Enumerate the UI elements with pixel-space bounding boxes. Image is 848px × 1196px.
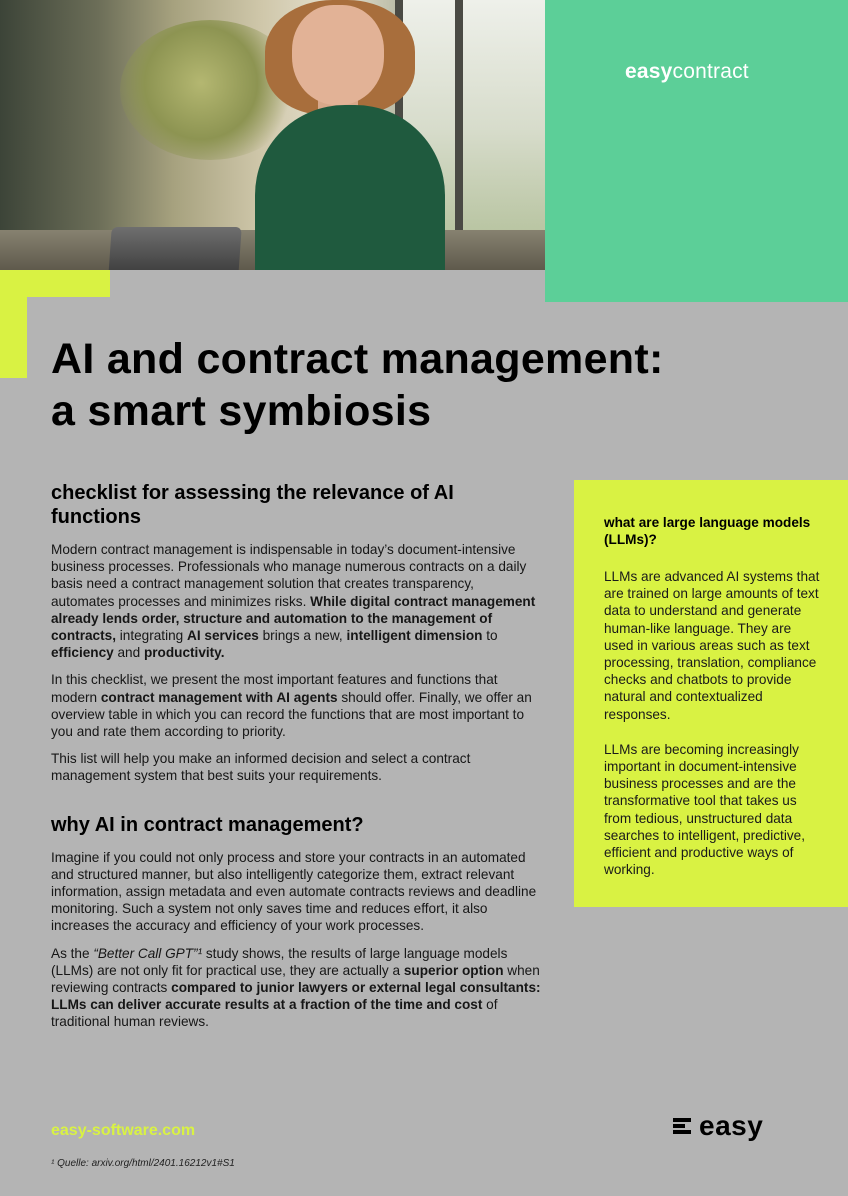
emphasis: contract management with AI agents [100, 689, 338, 705]
footnote: ¹ Quelle: arxiv.org/html/2401.16212v1#S1 [51, 1158, 235, 1169]
emphasis: While digital contract management already lends order, structure and automation to the management of contracts, [51, 593, 536, 644]
main-column [51, 481, 541, 1041]
info-box-paragraph: LLMs are advanced AI systems that are trained on large amounts of text data to understand and generate human-like language. They are used in various areas such as text processing, translation, compliance checks and chatbots to provide natural and contextualized responses. [604, 569, 820, 722]
brand-panel [545, 0, 848, 302]
easy-logo [673, 1112, 763, 1140]
accent-bar-vertical [0, 270, 27, 378]
title-line-1: AI and contract management: [51, 335, 664, 383]
paragraph [51, 541, 541, 661]
person-green-blouse [255, 105, 445, 270]
text: of traditional human reviews. [51, 997, 498, 1030]
logo-bold-part: easy [625, 60, 673, 83]
easy-logo-word: easy [699, 1110, 764, 1141]
llm-info-box [574, 480, 848, 907]
paragraph [51, 671, 541, 740]
emphasis: intelligent dimension [346, 628, 483, 644]
paragraph [51, 945, 541, 1031]
window-frame [455, 0, 463, 235]
text: to [482, 628, 498, 644]
text: should offer. Finally, we offer an overview table in which you can record the functions that are most important to you and rate them according to priority. [51, 689, 532, 740]
laptop [108, 227, 241, 270]
text: In this checklist, we present the most important features and functions that modern [51, 672, 498, 705]
text: when reviewing contracts [51, 962, 540, 996]
page-title [51, 333, 811, 437]
text: integrating [115, 628, 188, 644]
emphasis: efficiency [51, 645, 114, 661]
emphasis: compared to junior lawyers or external legal consultants: LLMs can deliver accurate results at a fraction of the time and cost [51, 980, 541, 1013]
paragraph: This list will help you make an informed decision and select a contract management system that best suits your requirements. [51, 751, 471, 784]
title-line-2: a smart symbiosis [51, 387, 432, 435]
section-heading-checklist: checklist for assessing the relevance of AI functions [51, 482, 454, 528]
emphasis: superior option [403, 962, 504, 978]
text: brings a new, [258, 628, 347, 644]
header-photo [0, 0, 545, 270]
text: Modern contract management is indispensable in today’s document-intensive business processes. Professionals who manage numerous contracts on a daily basis need a contract management solution that creates transparency, automates processes and minimizes risks. [51, 542, 527, 609]
website-link[interactable]: easy-software.com [51, 1122, 196, 1139]
text: study shows, the results of large language models (LLMs) are not only fit for practical use, they are actually a [51, 945, 508, 978]
info-box-heading: what are large language models (LLMs)? [604, 515, 811, 547]
logo-light-part: contract [672, 60, 749, 83]
section-heading-why-ai: why AI in contract management? [51, 813, 364, 836]
text: As the [51, 945, 94, 961]
study-name: “Better Call GPT”¹ [93, 945, 203, 961]
emphasis: productivity. [143, 645, 225, 661]
easy-logo-icon [673, 1118, 691, 1134]
easycontract-logo [625, 60, 749, 84]
paragraph: Imagine if you could not only process and store your contracts in an automated and structured manner, but also intelligently categorize them, extract relevant information, assign metadata and even automate contracts reviews and deadline monitoring. Such a system not only saves time and reduces effort, it also increases the accuracy and efficiency of your work processes. [51, 849, 537, 934]
info-box-paragraph: LLMs are becoming increasingly important in document-intensive business processes and are the transformative tool that takes us from tedious, unstructured data searches to intelligent, predictive, efficient and productive ways of working. [604, 741, 805, 878]
text: and [113, 645, 144, 661]
person-face [292, 5, 384, 105]
emphasis: AI services [187, 628, 259, 644]
